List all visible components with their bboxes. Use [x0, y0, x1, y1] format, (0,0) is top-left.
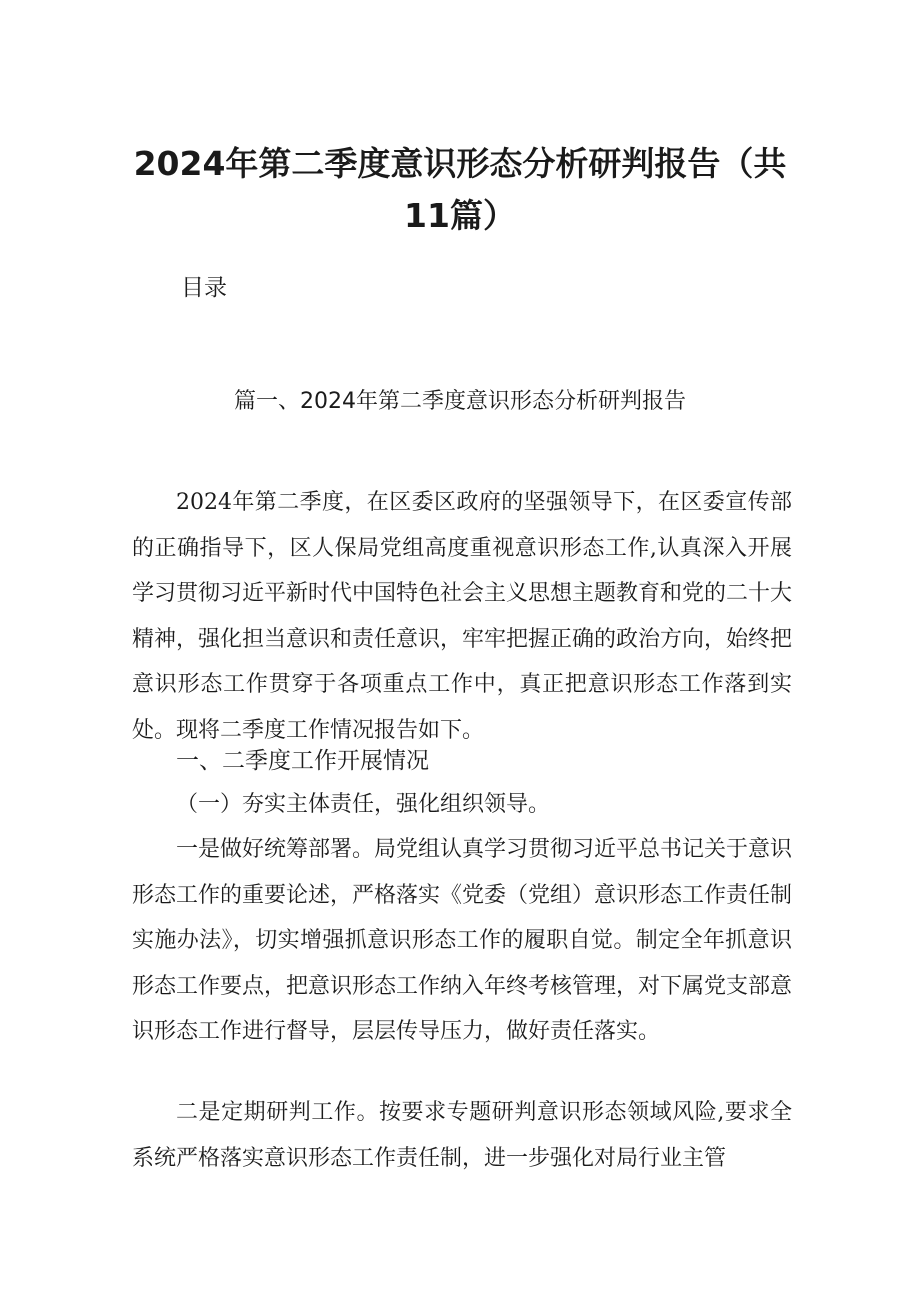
toc-label: 目录 — [181, 275, 227, 301]
document-title: 2024年第二季度意识形态分析研判报告（共11篇） — [133, 144, 787, 235]
point-two-paragraph: 二是定期研判工作。按要求专题研判意识形态领域风险,要求全系统严格落实意识形态工作责任制，进一步强化对局行业主管 — [132, 1100, 792, 1171]
subsection-heading: （一）夯实主体责任，强化组织领导。 — [176, 792, 551, 817]
point-one-paragraph: 一是做好统筹部署。局党组认真学习贯彻习近平总书记关于意识形态工作的重要论述，严格落实《党委（党组）意识形态工作责任制实施办法》，切实增强抓意识形态工作的履职自觉。制定全年抓意识形态工作要点，把意识形态工作纳入年终考核管理，对下属党支部意识形态工作进行督导，层层传导压力，做好责任落实。 — [132, 837, 793, 1044]
chapter-heading: 篇一、2024年第二季度意识形态分析研判报告 — [234, 389, 686, 414]
section-heading: 一、二季度工作开展情况 — [176, 748, 429, 774]
intro-paragraph: 2024年第二季度，在区委区政府的坚强领导下，在区委宣传部的正确指导下，区人保局党组高度重视意识形态工作,认真深入开展学习贯彻习近平新时代中国特色社会主义思想主题教育和党的二十大精神，强化担当意识和责任意识，牢牢把握正确的政治方向，始终把意识形态工作贯穿于各项重点工作中，真正把意识形态工作落到实处。现将二季度工作情况报告如下。 — [132, 490, 793, 743]
